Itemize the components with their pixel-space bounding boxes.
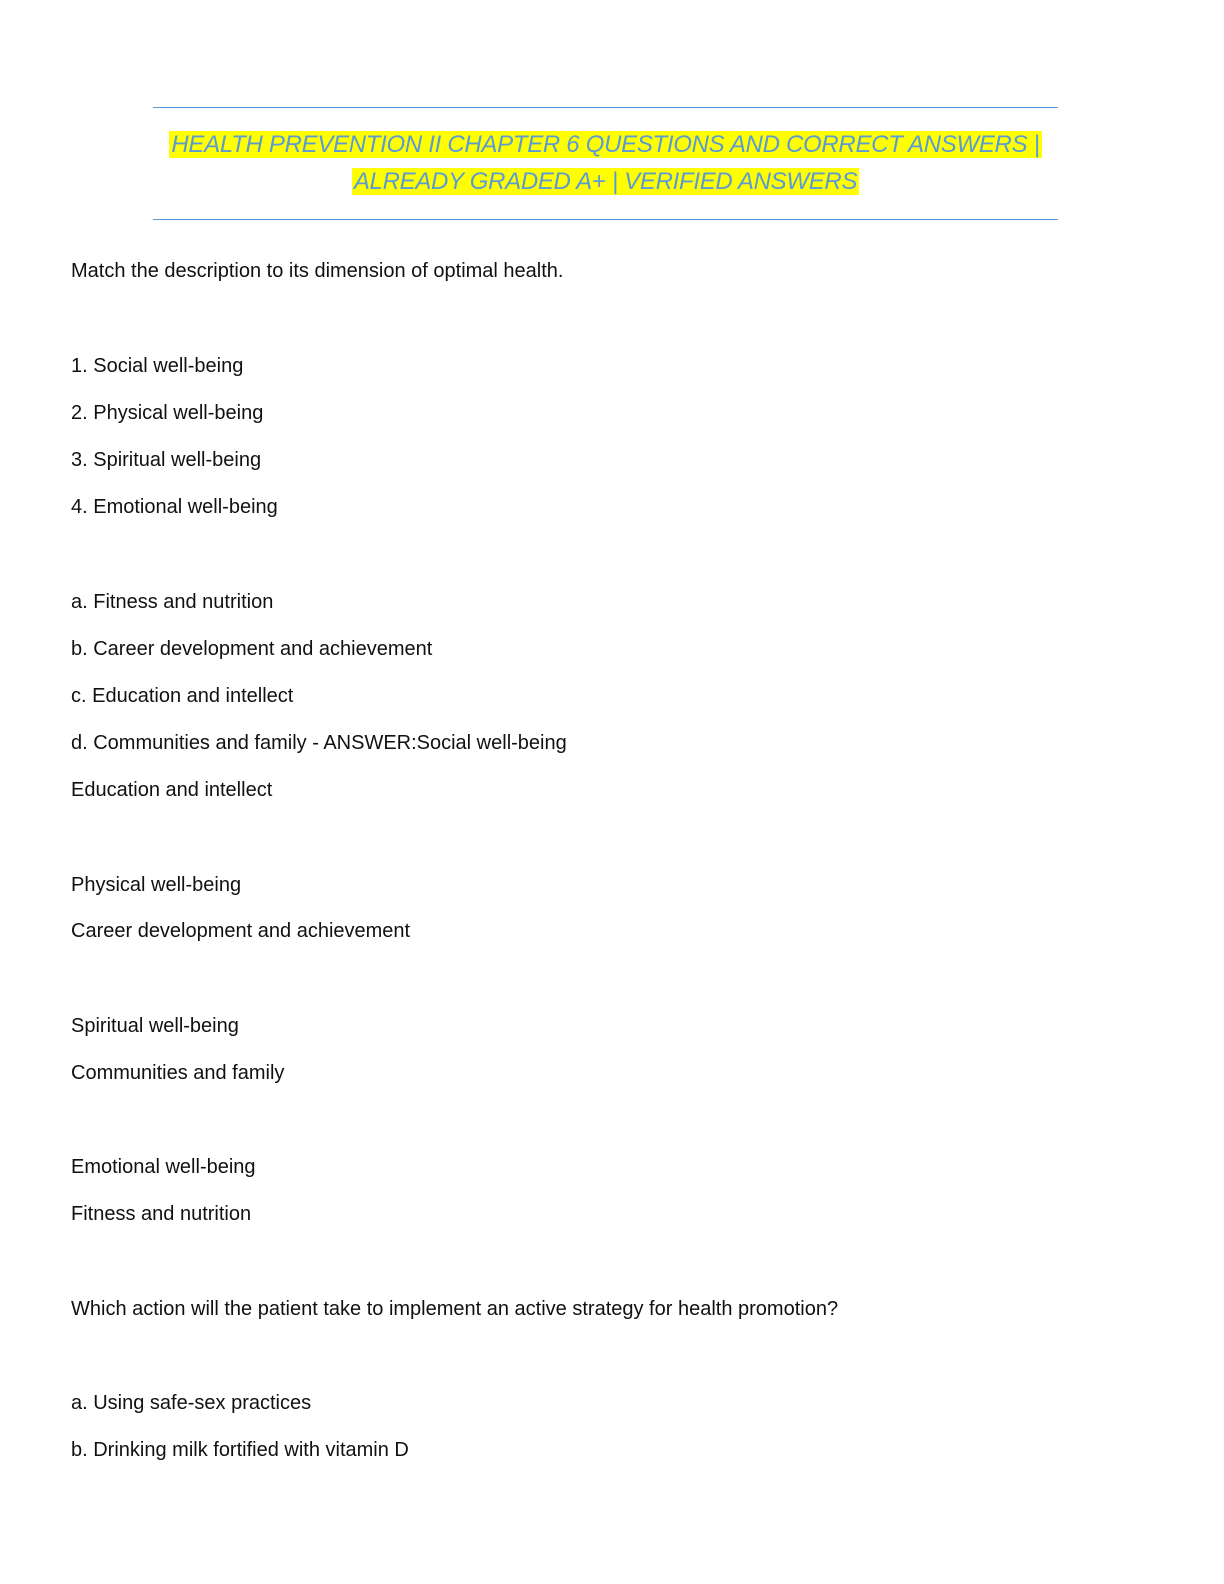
title-line-1: HEALTH PREVENTION II CHAPTER 6 QUESTIONS AND CORRECT ANSWERS |: [171, 131, 1040, 158]
dimension-item: 1. Social well-being: [71, 355, 244, 377]
dimension-item: 2. Physical well-being: [71, 402, 264, 424]
answer-line: Education and intellect: [71, 779, 273, 801]
title-top-rule: [153, 107, 1058, 108]
description-item: a. Fitness and nutrition: [71, 591, 274, 613]
answer-line: Spiritual well-being: [71, 1015, 239, 1037]
question-1-prompt: Match the description to its dimension of optimal health.: [71, 260, 564, 282]
answer-line: Career development and achievement: [71, 920, 411, 942]
answer-line: Fitness and nutrition: [71, 1203, 252, 1225]
option-item: b. Drinking milk fortified with vitamin D: [71, 1439, 409, 1461]
description-item: c. Education and intellect: [71, 685, 294, 707]
dimension-item: 3. Spiritual well-being: [71, 449, 262, 471]
answer-line: Emotional well-being: [71, 1156, 256, 1178]
option-item: a. Using safe-sex practices: [71, 1392, 312, 1414]
answer-line: Communities and family: [71, 1062, 285, 1084]
description-item: b. Career development and achievement: [71, 638, 433, 660]
dimension-item: 4. Emotional well-being: [71, 496, 278, 518]
description-item: d. Communities and family - ANSWER:Social well-being: [71, 732, 567, 754]
document-title: [153, 126, 1058, 200]
title-line-2: ALREADY GRADED A+ | VERIFIED ANSWERS: [353, 168, 858, 195]
title-bottom-rule: [153, 219, 1058, 220]
answer-line: Physical well-being: [71, 874, 242, 896]
question-2-prompt: Which action will the patient take to implement an active strategy for health promotion?: [71, 1298, 839, 1320]
